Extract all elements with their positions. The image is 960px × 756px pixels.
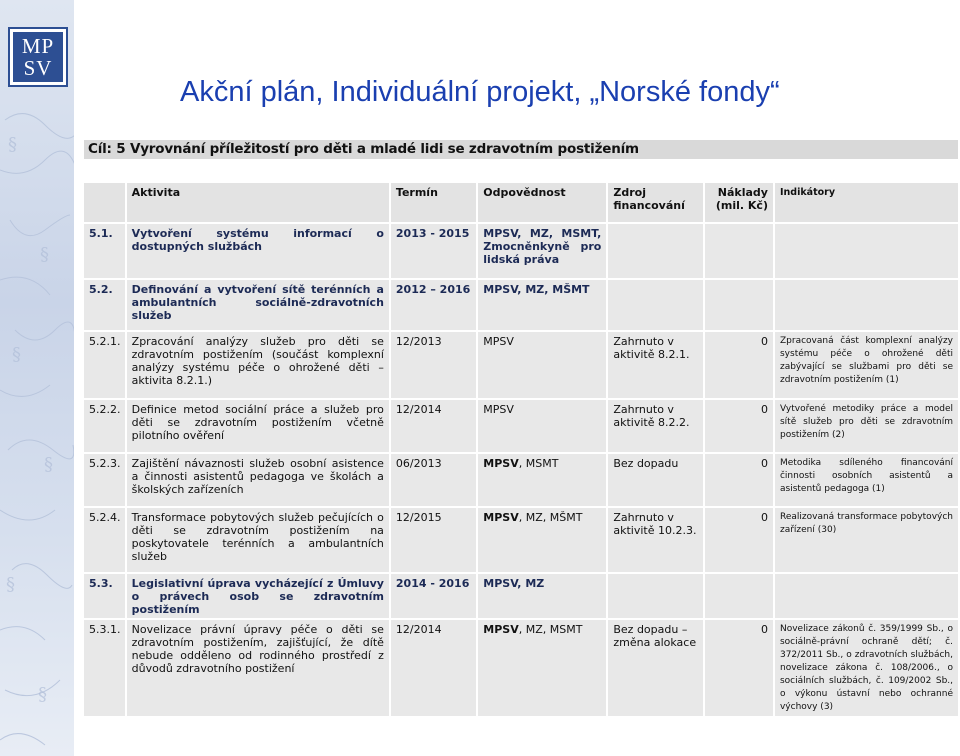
row-activity: Transformace pobytových služeb pečujících o děti se zdravotním postižením na poskytovatele terénních a ambulantních služeb [127,508,389,572]
row-responsibility: MPSV [478,332,606,398]
header-funding-source: Zdroj financování [608,183,703,222]
row-cost [705,280,773,330]
row-activity: Novelizace právní úpravy péče o děti se zdravotním postižením, zajišťující, že dítě nebude odděleno od rodinného prostředí z důvodů zdravotního postižení [127,620,389,716]
header-number [84,183,125,222]
resp-secondary: , MSMT [518,457,559,470]
table-row [84,620,958,716]
row-cost: 0 [705,400,773,452]
row-cost [705,224,773,278]
row-indicator: Metodika sdíleného financování činnosti osobních asistentů a asistentů pedagoga (1) [775,454,958,506]
header-costs: Náklady (mil. Kč) [705,183,773,222]
row-funding-source: Bez dopadu [608,454,703,506]
table-row [84,400,958,452]
row-funding-source: Zahrnuto v aktivitě 10.2.3. [608,508,703,572]
svg-text:§: § [8,134,17,155]
row-number: 5.2.1. [84,332,125,398]
row-funding-source [608,224,703,278]
row-responsibility: MPSV, MZ [478,574,606,618]
row-number: 5.2.4. [84,508,125,572]
svg-text:§: § [40,244,49,265]
row-cost [705,574,773,618]
row-responsibility [478,620,606,716]
row-funding-source: Zahrnuto v aktivitě 8.2.2. [608,400,703,452]
resp-primary: MPSV [483,623,519,636]
row-number: 5.3.1. [84,620,125,716]
logo-text-line1: MP [21,34,55,58]
row-indicator [775,280,958,330]
row-funding-source: Zahrnuto v aktivitě 8.2.1. [608,332,703,398]
row-activity: Vytvoření systému informací o dostupných službách [127,224,389,278]
table-row [84,508,958,572]
resp-secondary: , MZ, MSMT [518,623,583,636]
resp-secondary: , MZ, MŠMT [518,511,583,524]
table-row [84,574,958,618]
table-row [84,332,958,398]
row-cost: 0 [705,454,773,506]
header-activity: Aktivita [127,183,389,222]
row-responsibility: MPSV [478,400,606,452]
row-activity: Definování a vytvoření sítě terénních a ambulantních sociálně-zdravotních služeb [127,280,389,330]
row-activity: Legislativní úprava vycházející z Úmluvy o právech osob se zdravotním postižením [127,574,389,618]
row-number: 5.2.3. [84,454,125,506]
row-funding-source [608,280,703,330]
row-indicator: Novelizace zákonů č. 359/1999 Sb., o sociálně-právní ochraně dětí; č. 372/2011 Sb., o zdravotních službách, novelizace zákona č. 108/2006., o sociálních službách, č. 109/2002 Sb., o výkonu ústavní nebo ochranné výchovy (3) [775,620,958,716]
row-term: 06/2013 [391,454,476,506]
table-row [84,454,958,506]
row-cost: 0 [705,508,773,572]
resp-primary: MPSV [483,457,519,470]
side-decoration-band [0,0,74,756]
row-indicator [775,574,958,618]
header-responsibility: Odpovědnost [478,183,606,222]
row-number: 5.1. [84,224,125,278]
row-indicator: Realizovaná transformace pobytových zařízení (30) [775,508,958,572]
row-term: 2013 - 2015 [391,224,476,278]
row-cost: 0 [705,620,773,716]
header-indicators: Indikátory [775,183,958,222]
svg-text:§: § [38,684,47,705]
row-indicator: Vytvořené metodiky práce a model sítě služeb pro děti se zdravotním postižením (2) [775,400,958,452]
row-term: 12/2015 [391,508,476,572]
row-number: 5.2. [84,280,125,330]
svg-text:§: § [44,454,53,475]
header-term: Termín [391,183,476,222]
goal-heading: Cíl: 5 Vyrovnání příležitostí pro děti a mladé lidi se zdravotním postižením [84,140,958,159]
row-funding-source [608,574,703,618]
mpsv-logo [8,27,68,87]
table-header-row [84,183,958,222]
row-number: 5.3. [84,574,125,618]
action-plan-table [82,181,960,718]
slide-title: Akční plán, Individuální projekt, „Norské fondy“ [180,76,780,108]
row-activity: Zajištění návaznosti služeb osobní asistence a činnosti asistentů pedagoga ve školách a školských zařízeních [127,454,389,506]
svg-text:§: § [6,574,15,595]
row-indicator: Zpracovaná část komplexní analýzy systému péče o ohrožené děti zabývající se službami pro děti se zdravotním postižením (1) [775,332,958,398]
svg-text:§: § [12,344,21,365]
row-responsibility [478,454,606,506]
row-funding-source: Bez dopadu – změna alokace [608,620,703,716]
row-term: 12/2013 [391,332,476,398]
row-term: 12/2014 [391,620,476,716]
row-cost: 0 [705,332,773,398]
row-term: 2014 - 2016 [391,574,476,618]
row-number: 5.2.2. [84,400,125,452]
row-term: 12/2014 [391,400,476,452]
table-row [84,280,958,330]
row-term: 2012 – 2016 [391,280,476,330]
row-activity: Zpracování analýzy služeb pro děti se zdravotním postižením (součást komplexní analýzy systému péče o ohrožené děti – aktivita 8.2.1.) [127,332,389,398]
row-activity: Definice metod sociální práce a služeb pro děti se zdravotním postižením včetně pilotního ověření [127,400,389,452]
row-indicator [775,224,958,278]
logo-text-line2: SV [23,56,53,80]
row-responsibility [478,508,606,572]
row-responsibility: MPSV, MZ, MSMT, Zmocněnkyně pro lidská práva [478,224,606,278]
row-responsibility: MPSV, MZ, MŠMT [478,280,606,330]
table-row [84,224,958,278]
resp-primary: MPSV [483,511,519,524]
decorative-pattern [0,0,74,756]
